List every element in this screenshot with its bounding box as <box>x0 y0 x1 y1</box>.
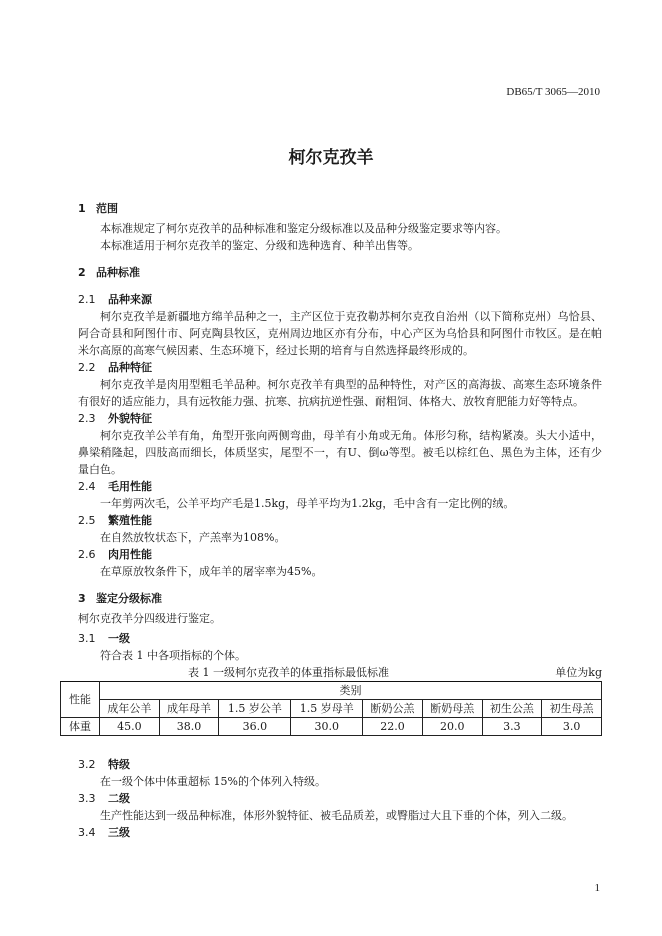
section-2-4-heading: 2.4 毛用性能 <box>78 480 152 493</box>
table-1 <box>60 681 602 736</box>
section-1-paragraph-2: 本标准适用于柯尔克孜羊的鉴定、分级和选种选育、种羊出售等。 <box>100 239 419 252</box>
document-body <box>69 200 602 841</box>
column-header: 断奶公羔 <box>363 700 423 718</box>
value-cell: 3.0 <box>542 718 602 736</box>
table-row <box>61 718 602 736</box>
table-1-caption-row <box>78 664 602 681</box>
section-2-3-paragraph: 柯尔克孜羊公羊有角，角型开张向两侧弯曲，母羊有小角或无角。体形匀称，结构紧凑。头大小适中，鼻梁稍隆起，四肢高而细长，体质坚实，尾型不一，有U、倒ω等型。被毛以棕红色、黑色为主体，还有少量白色。 <box>78 429 602 476</box>
section-3-2-paragraph: 在一级个体中体重超标 15%的个体列入特级。 <box>100 775 326 788</box>
value-cell: 20.0 <box>422 718 482 736</box>
section-2-1-paragraph: 柯尔克孜羊是新疆地方绵羊品种之一，主产区位于克孜勒苏柯尔克孜自治州（以下简称克州）乌恰县、阿合奇县和阿图什市、阿克陶县牧区，克州周边地区亦有分布，中心产区为乌恰县和阿图什市牧区。是在帕米尔高原的高寒气候因素、生态环境下，经过长期的培育与自然选择最终形成的。 <box>78 310 602 357</box>
table-1-unit: 单位为kg <box>555 666 602 679</box>
column-header: 1.5 岁母羊 <box>291 700 363 718</box>
standard-code: DB65/T 3065—2010 <box>506 86 600 98</box>
column-header: 初生母羔 <box>542 700 602 718</box>
section-2-heading: 2 品种标准 <box>78 266 140 279</box>
value-cell: 36.0 <box>219 718 291 736</box>
section-2-6-heading: 2.6 肉用性能 <box>78 548 152 561</box>
section-1-paragraph-1: 本标准规定了柯尔克孜羊的品种标准和鉴定分级标准以及品种分级鉴定要求等内容。 <box>100 222 507 235</box>
value-cell: 22.0 <box>363 718 423 736</box>
section-3-heading: 3 鉴定分级标准 <box>78 592 162 605</box>
column-header: 成年公羊 <box>100 700 160 718</box>
column-header: 1.5 岁公羊 <box>219 700 291 718</box>
section-3-1-paragraph: 符合表 1 中各项指标的个体。 <box>100 649 246 662</box>
section-2-1-heading: 2.1 品种来源 <box>78 293 152 306</box>
section-3-3-paragraph: 生产性能达到一级品种标准，体形外貌特征、被毛品质差，或臀脂过大且下垂的个体，列入二级。 <box>100 809 573 822</box>
value-cell: 3.3 <box>482 718 542 736</box>
column-header: 成年母羊 <box>159 700 219 718</box>
section-1-heading: 1 范围 <box>78 202 118 215</box>
value-cell: 45.0 <box>100 718 160 736</box>
section-3-4-heading: 3.4 三级 <box>78 826 130 839</box>
table-header-row <box>61 682 602 700</box>
section-2-4-paragraph: 一年剪两次毛，公羊平均产毛是1.5kg，母羊平均为1.2kg，毛中含有一定比例的绒。 <box>100 497 515 510</box>
section-2-5-heading: 2.5 繁殖性能 <box>78 514 152 527</box>
value-cell: 30.0 <box>291 718 363 736</box>
table-column-row <box>61 700 602 718</box>
section-3-1-heading: 3.1 一级 <box>78 632 130 645</box>
page-number: 1 <box>594 882 600 894</box>
row-label-cell: 体重 <box>61 718 100 736</box>
section-2-6-paragraph: 在草原放牧条件下，成年羊的屠宰率为45%。 <box>100 565 323 578</box>
group-header-cell: 类别 <box>100 682 602 700</box>
section-2-5-paragraph: 在自然放牧状态下，产羔率为108%。 <box>100 531 286 544</box>
column-header: 断奶母羔 <box>422 700 482 718</box>
document-title: 柯尔克孜羊 <box>288 148 374 168</box>
table-1-caption: 表 1 一级柯尔克孜羊的体重指标最低标准 <box>188 666 389 679</box>
section-2-2-heading: 2.2 品种特征 <box>78 361 152 374</box>
section-2-2-paragraph: 柯尔克孜羊是肉用型粗毛羊品种。柯尔克孜羊有典型的品种特性，对产区的高海拔、高寒生态环境条件有很好的适应能力，具有远牧能力强、抗寒、抗病抗逆性强、耐粗饲、体格大、放牧育肥能力好等特点。 <box>78 378 602 408</box>
row-header-cell: 性能 <box>61 682 100 718</box>
section-3-2-heading: 3.2 特级 <box>78 758 130 771</box>
value-cell: 38.0 <box>159 718 219 736</box>
column-header: 初生公羔 <box>482 700 542 718</box>
section-2-3-heading: 2.3 外貌特征 <box>78 412 152 425</box>
section-3-3-heading: 3.3 二级 <box>78 792 130 805</box>
section-3-paragraph: 柯尔克孜羊分四级进行鉴定。 <box>78 612 221 625</box>
